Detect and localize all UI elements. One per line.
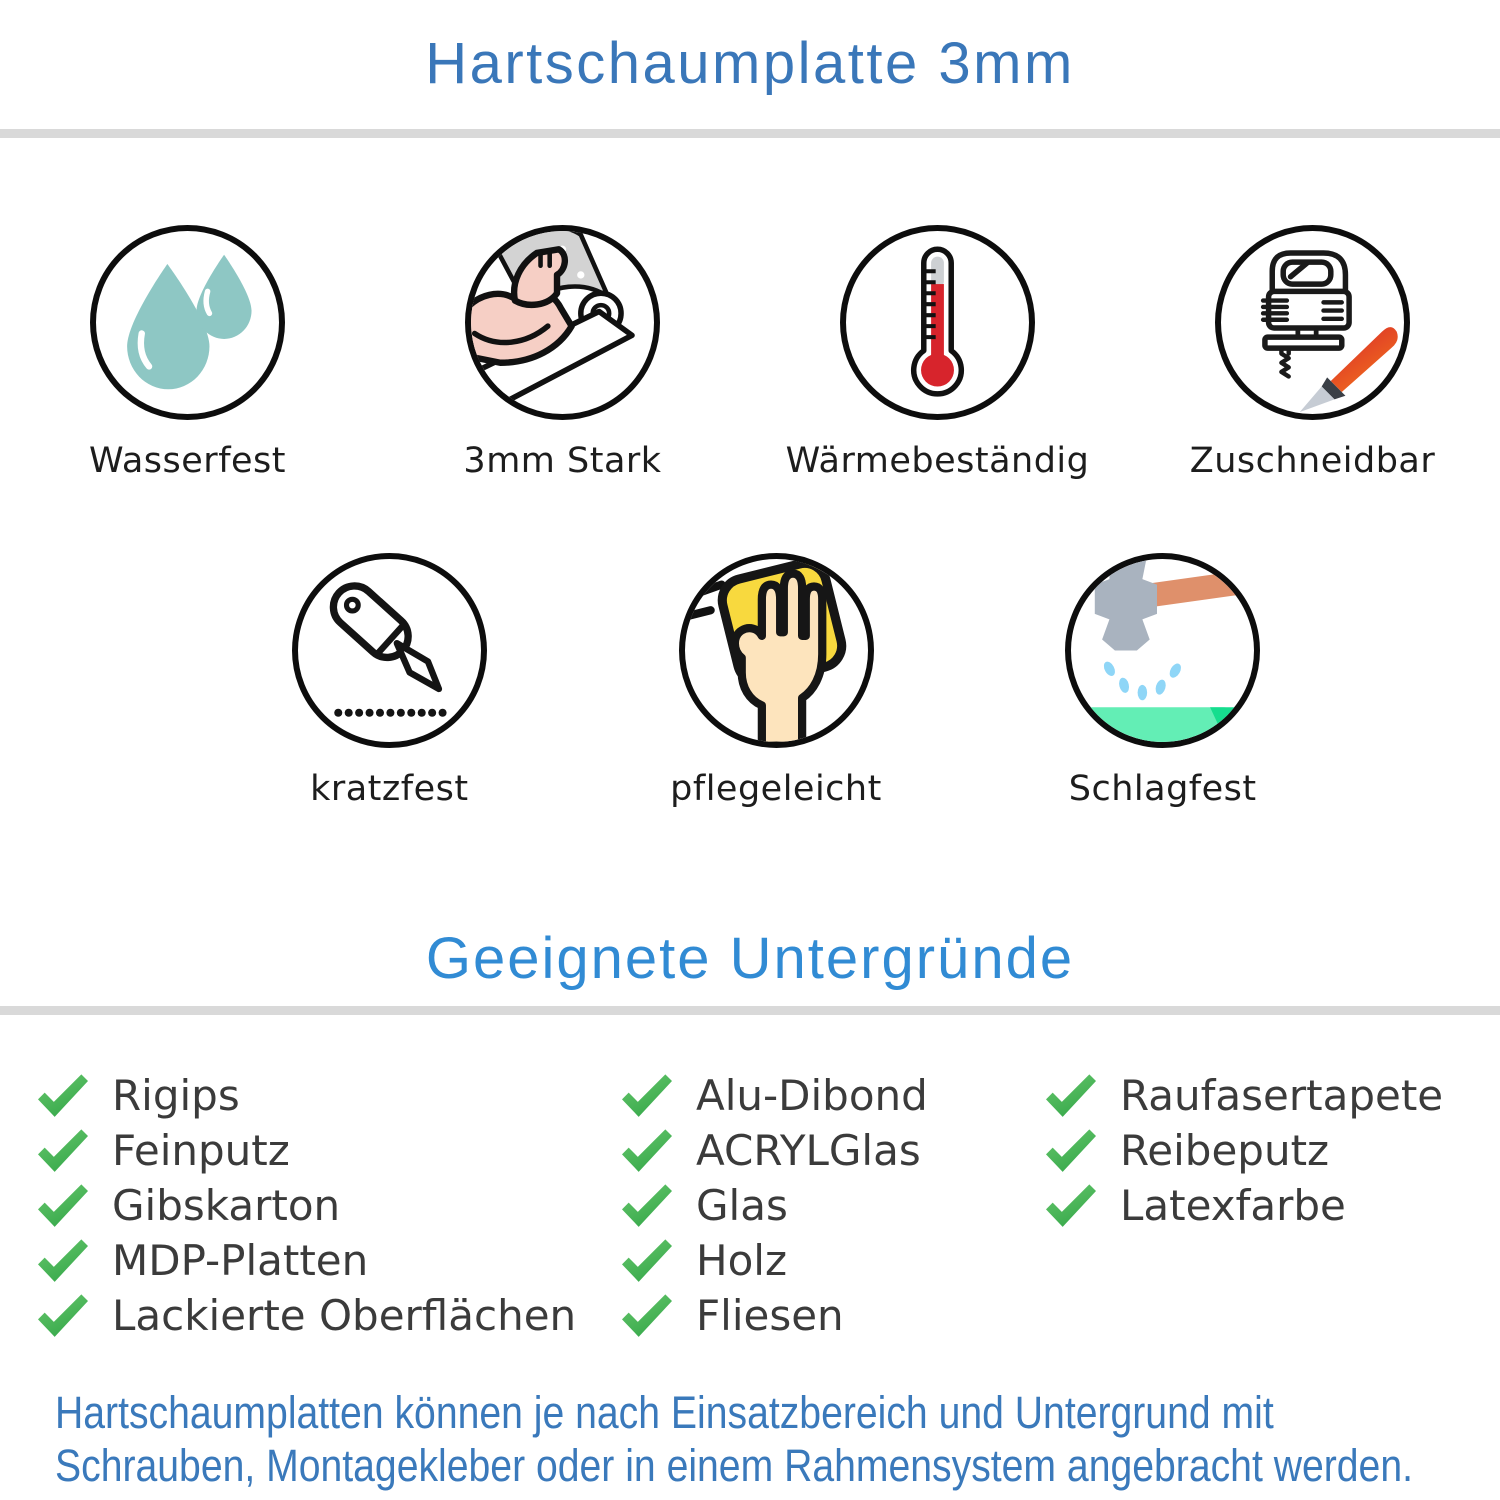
check-icon bbox=[38, 1184, 88, 1228]
substrate-label: Gibskarton bbox=[112, 1181, 341, 1230]
substrate-item bbox=[622, 1123, 928, 1178]
substrate-item bbox=[622, 1178, 928, 1233]
feature-circle bbox=[840, 225, 1035, 420]
water-drops-icon bbox=[96, 231, 279, 414]
feature-circle bbox=[465, 225, 660, 420]
section-title-untergruende: Geeignete Untergründe bbox=[425, 926, 1075, 991]
substrate-item bbox=[1046, 1123, 1443, 1178]
feature-item-zuschneidbar bbox=[1125, 225, 1500, 481]
divider bbox=[0, 1006, 1500, 1015]
feature-circle bbox=[90, 225, 285, 420]
utility-knife-icon bbox=[298, 559, 481, 742]
feature-label: Wasserfest bbox=[88, 441, 287, 481]
feature-label: pflegeleicht bbox=[670, 769, 882, 809]
jigsaw-icon bbox=[1221, 231, 1404, 414]
substrate-label: Reibeputz bbox=[1120, 1126, 1330, 1175]
substrate-item bbox=[38, 1178, 576, 1233]
feature-circle bbox=[679, 553, 874, 748]
check-icon bbox=[38, 1294, 88, 1338]
substrate-item bbox=[1046, 1068, 1443, 1123]
substrate-item bbox=[622, 1288, 928, 1343]
substrate-item bbox=[38, 1123, 576, 1178]
check-icon bbox=[622, 1239, 672, 1283]
feature-circle bbox=[292, 553, 487, 748]
substrate-label: MDP-Platten bbox=[112, 1236, 369, 1285]
hand-with-cloth-icon bbox=[685, 559, 868, 742]
substrate-item bbox=[38, 1233, 576, 1288]
footer-note-line-2: Schrauben, Montagekleber oder in einem Rahmensystem angebracht werden. bbox=[55, 1440, 1413, 1491]
substrate-label: Glas bbox=[696, 1181, 788, 1230]
substrate-label: Fliesen bbox=[696, 1291, 844, 1340]
feature-item-schlagfest bbox=[969, 553, 1356, 809]
check-icon bbox=[38, 1074, 88, 1118]
check-icon bbox=[1046, 1184, 1096, 1228]
feature-label: Wärmebeständig bbox=[785, 441, 1090, 481]
substrate-label: Holz bbox=[696, 1236, 787, 1285]
substrate-label: Rigips bbox=[112, 1071, 240, 1120]
feature-item-wasserfest bbox=[0, 225, 375, 481]
check-icon bbox=[1046, 1074, 1096, 1118]
feature-label: Zuschneidbar bbox=[1189, 441, 1436, 481]
divider bbox=[0, 129, 1500, 138]
substrate-item bbox=[1046, 1178, 1443, 1233]
substrate-label: Alu-Dibond bbox=[696, 1071, 928, 1120]
check-icon bbox=[1046, 1129, 1096, 1173]
feature-circle bbox=[1215, 225, 1410, 420]
feature-row-2 bbox=[196, 553, 1356, 809]
substrate-item bbox=[622, 1068, 928, 1123]
substrate-label: Feinputz bbox=[112, 1126, 290, 1175]
substrate-item bbox=[38, 1068, 576, 1123]
footer-note bbox=[55, 1386, 1413, 1492]
feature-label: Schlagfest bbox=[1068, 769, 1257, 809]
substrate-column-3 bbox=[1046, 1068, 1443, 1233]
feature-row-1 bbox=[0, 225, 1500, 481]
substrate-label: ACRYLGlas bbox=[696, 1126, 921, 1175]
substrate-item bbox=[622, 1233, 928, 1288]
check-icon bbox=[38, 1239, 88, 1283]
substrate-item bbox=[38, 1288, 576, 1343]
page-title: Hartschaumplatte 3mm bbox=[425, 31, 1075, 96]
substrate-column-2 bbox=[622, 1068, 928, 1343]
thermometer-icon bbox=[846, 231, 1029, 414]
feature-label: 3mm Stark bbox=[463, 441, 662, 481]
check-icon bbox=[38, 1129, 88, 1173]
check-icon bbox=[622, 1184, 672, 1228]
muscle-arm-icon bbox=[471, 231, 654, 414]
hammer-icon bbox=[1071, 559, 1254, 742]
substrate-label: Raufasertapete bbox=[1120, 1071, 1444, 1120]
check-icon bbox=[622, 1129, 672, 1173]
feature-item-kratzfest bbox=[196, 553, 583, 809]
feature-label: kratzfest bbox=[310, 769, 469, 809]
feature-item-3mm-stark bbox=[375, 225, 750, 481]
feature-circle bbox=[1065, 553, 1260, 748]
substrate-label: Lackierte Oberflächen bbox=[112, 1291, 577, 1340]
check-icon bbox=[622, 1294, 672, 1338]
footer-note-line-1: Hartschaumplatten können je nach Einsatzbereich und Untergrund mit bbox=[55, 1387, 1274, 1438]
check-icon bbox=[622, 1074, 672, 1118]
substrate-column-1 bbox=[38, 1068, 576, 1343]
substrate-label: Latexfarbe bbox=[1120, 1181, 1346, 1230]
feature-item-pflegeleicht bbox=[583, 553, 970, 809]
feature-item-waermebestaendig bbox=[750, 225, 1125, 481]
